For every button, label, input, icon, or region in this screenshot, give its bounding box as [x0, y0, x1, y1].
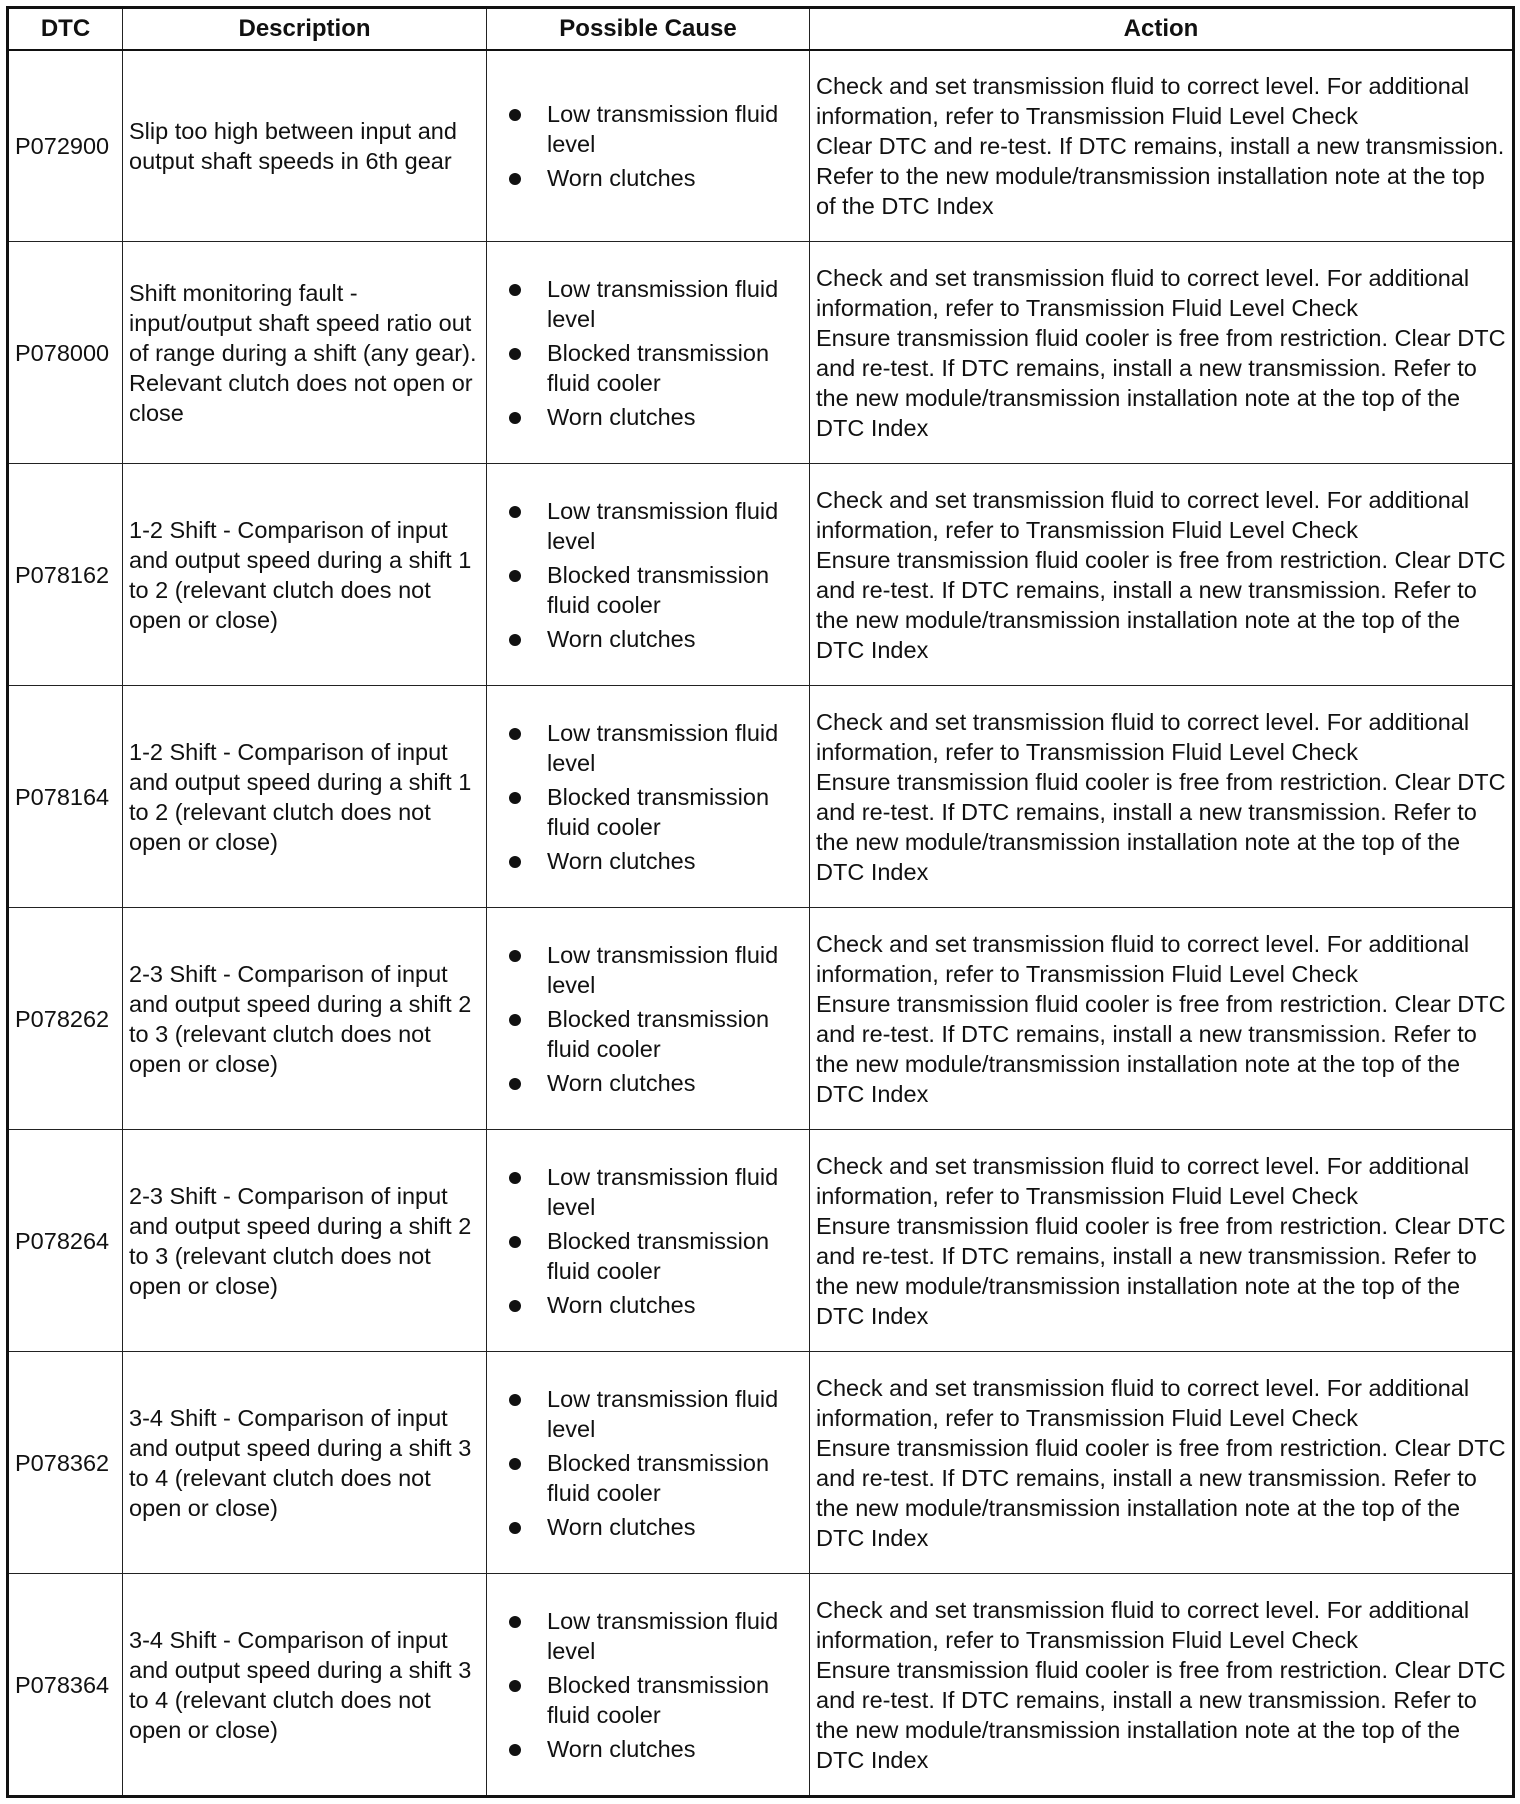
cause-item: Worn clutches — [509, 402, 803, 432]
cause-list — [493, 718, 803, 876]
table-row — [8, 1574, 1514, 1797]
dtc-code: P078000 — [8, 242, 123, 464]
cause-item: Low transmission fluid level — [509, 496, 803, 556]
possible-cause-cell — [487, 908, 810, 1130]
action-text: Check and set transmission fluid to correct level. For additional information, refer to Transmission Fluid Level Check — [816, 73, 1470, 129]
cause-list — [493, 1384, 803, 1542]
dtc-code: P078364 — [8, 1574, 123, 1797]
cause-list — [493, 940, 803, 1098]
cause-item: Worn clutches — [509, 1734, 803, 1764]
cause-item: Low transmission fluid level — [509, 1606, 803, 1666]
cause-item: Blocked transmission fluid cooler — [509, 560, 803, 620]
dtc-table — [6, 6, 1515, 1798]
dtc-description: Slip too high between input and output shaft speeds in 6th gear — [123, 50, 487, 242]
dtc-code: P072900 — [8, 50, 123, 242]
action-cell — [810, 50, 1514, 242]
action-cell — [810, 908, 1514, 1130]
cause-list — [493, 1162, 803, 1320]
table-body — [8, 50, 1514, 1797]
cause-item: Low transmission fluid level — [509, 718, 803, 778]
cause-item: Low transmission fluid level — [509, 1384, 803, 1444]
action-text: Ensure transmission fluid cooler is free from restriction. Clear DTC and re-test. If DTC remains, install a new transmission. Refer to the new module/transmission installation note at the top of the DTC Index — [816, 1656, 1506, 1773]
dtc-description: 1-2 Shift - Comparison of input and output speed during a shift 1 to 2 (relevant clutch does not open or close) — [123, 464, 487, 686]
table-row — [8, 1130, 1514, 1352]
header-possible-cause: Possible Cause — [487, 8, 810, 51]
action-cell — [810, 242, 1514, 464]
cause-item: Worn clutches — [509, 846, 803, 876]
cause-item: Blocked transmission fluid cooler — [509, 1448, 803, 1508]
cause-item: Worn clutches — [509, 163, 803, 193]
action-text: Check and set transmission fluid to correct level. For additional information, refer to Transmission Fluid Level Check — [816, 1152, 1470, 1209]
dtc-code: P078362 — [8, 1352, 123, 1574]
cause-item: Low transmission fluid level — [509, 99, 803, 159]
dtc-code: P078262 — [8, 908, 123, 1130]
cause-item: Worn clutches — [509, 1512, 803, 1542]
cause-item: Blocked transmission fluid cooler — [509, 338, 803, 398]
possible-cause-cell — [487, 1352, 810, 1574]
cause-item: Blocked transmission fluid cooler — [509, 1670, 803, 1730]
dtc-code: P078264 — [8, 1130, 123, 1352]
action-text: Ensure transmission fluid cooler is free from restriction. Clear DTC and re-test. If DTC remains, install a new transmission. Refer to the new module/transmission installation note at the top of the DTC Index — [816, 546, 1506, 663]
action-text: Ensure transmission fluid cooler is free from restriction. Clear DTC and re-test. If DTC remains, install a new transmission. Refer to the new module/transmission installation note at the top of the DTC Index — [816, 1212, 1506, 1329]
action-cell — [810, 686, 1514, 908]
action-cell — [810, 1574, 1514, 1797]
header-dtc: DTC — [8, 8, 123, 51]
cause-list — [493, 496, 803, 654]
cause-item: Worn clutches — [509, 1068, 803, 1098]
action-text: Check and set transmission fluid to correct level. For additional information, refer to Transmission Fluid Level Check — [816, 708, 1470, 765]
action-text: Ensure transmission fluid cooler is free from restriction. Clear DTC and re-test. If DTC remains, install a new transmission. Refer to the new module/transmission installation note at the top of the DTC Index — [816, 324, 1506, 441]
action-text: Check and set transmission fluid to correct level. For additional information, refer to Transmission Fluid Level Check — [816, 486, 1470, 543]
cause-item: Worn clutches — [509, 1290, 803, 1320]
cause-item: Blocked transmission fluid cooler — [509, 782, 803, 842]
action-cell — [810, 464, 1514, 686]
dtc-description: 1-2 Shift - Comparison of input and output speed during a shift 1 to 2 (relevant clutch does not open or close) — [123, 686, 487, 908]
possible-cause-cell — [487, 1130, 810, 1352]
action-text: Ensure transmission fluid cooler is free from restriction. Clear DTC and re-test. If DTC remains, install a new transmission. Refer to the new module/transmission installation note at the top of the DTC Index — [816, 990, 1506, 1107]
cause-list — [493, 1606, 803, 1764]
possible-cause-cell — [487, 1574, 810, 1797]
table-row — [8, 50, 1514, 242]
dtc-code: P078164 — [8, 686, 123, 908]
action-cell — [810, 1352, 1514, 1574]
table-row — [8, 242, 1514, 464]
action-text: Ensure transmission fluid cooler is free from restriction. Clear DTC and re-test. If DTC remains, install a new transmission. Refer to the new module/transmission installation note at the top of the DTC Index — [816, 1434, 1506, 1551]
table-row — [8, 464, 1514, 686]
action-text: Check and set transmission fluid to correct level. For additional information, refer to Transmission Fluid Level Check — [816, 264, 1470, 321]
cause-item: Low transmission fluid level — [509, 1162, 803, 1222]
cause-item: Blocked transmission fluid cooler — [509, 1004, 803, 1064]
header-description: Description — [123, 8, 487, 51]
cause-item: Low transmission fluid level — [509, 274, 803, 334]
action-text: Check and set transmission fluid to correct level. For additional information, refer to Transmission Fluid Level Check — [816, 1596, 1470, 1653]
action-cell — [810, 1130, 1514, 1352]
action-text: Check and set transmission fluid to correct level. For additional information, refer to Transmission Fluid Level Check — [816, 1374, 1470, 1431]
dtc-description: 3-4 Shift - Comparison of input and output speed during a shift 3 to 4 (relevant clutch does not open or close) — [123, 1574, 487, 1797]
table-row — [8, 908, 1514, 1130]
cause-list — [493, 274, 803, 432]
action-text: Clear DTC and re-test. If DTC remains, install a new transmission. Refer to the new module/transmission installation note at the top of the DTC Index — [816, 133, 1505, 219]
table-header — [8, 8, 1514, 51]
action-text: Ensure transmission fluid cooler is free from restriction. Clear DTC and re-test. If DTC remains, install a new transmission. Refer to the new module/transmission installation note at the top of the DTC Index — [816, 768, 1506, 885]
possible-cause-cell — [487, 686, 810, 908]
action-text: Check and set transmission fluid to correct level. For additional information, refer to Transmission Fluid Level Check — [816, 930, 1470, 987]
cause-item: Blocked transmission fluid cooler — [509, 1226, 803, 1286]
header-action: Action — [810, 8, 1514, 51]
table-row — [8, 686, 1514, 908]
dtc-code: P078162 — [8, 464, 123, 686]
dtc-description: Shift monitoring fault - input/output shaft speed ratio out of range during a shift (any gear). Relevant clutch does not open or close — [123, 242, 487, 464]
header-row — [8, 8, 1514, 51]
cause-item: Low transmission fluid level — [509, 940, 803, 1000]
possible-cause-cell — [487, 464, 810, 686]
cause-list — [493, 99, 803, 193]
dtc-description: 2-3 Shift - Comparison of input and output speed during a shift 2 to 3 (relevant clutch does not open or close) — [123, 1130, 487, 1352]
cause-item: Worn clutches — [509, 624, 803, 654]
possible-cause-cell — [487, 50, 810, 242]
dtc-description: 3-4 Shift - Comparison of input and output speed during a shift 3 to 4 (relevant clutch does not open or close) — [123, 1352, 487, 1574]
possible-cause-cell — [487, 242, 810, 464]
table-row — [8, 1352, 1514, 1574]
dtc-description: 2-3 Shift - Comparison of input and output speed during a shift 2 to 3 (relevant clutch does not open or close) — [123, 908, 487, 1130]
